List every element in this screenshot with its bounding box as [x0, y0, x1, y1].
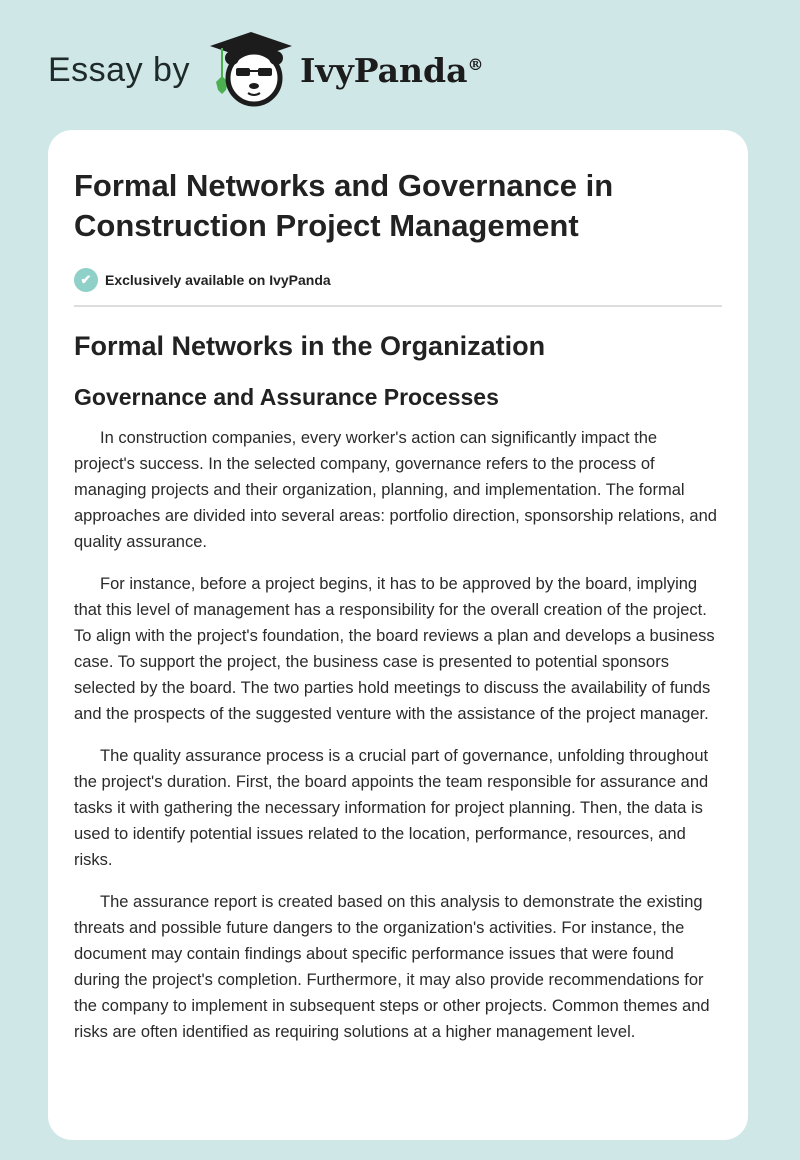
- brand-name: IvyPanda®: [299, 50, 484, 90]
- essay-title: Formal Networks and Governance in Construction Project Management: [74, 168, 614, 243]
- divider: [74, 305, 722, 307]
- section-heading: Formal Networks in the Organization: [74, 331, 546, 361]
- essay-card: [48, 130, 748, 1140]
- paragraph: The quality assurance process is a crucial part of governance, unfolding throughout the project's duration. First, the board appoints the team responsible for assurance and tasks it with gathering the necessary information for project planning. Then, the data is used to identify potential issues related to the location, performance, resources, and risks.: [74, 747, 709, 869]
- check-icon: ✔: [74, 268, 98, 292]
- paragraph: In construction companies, every worker's action can significantly impact the project's success. In the selected company, governance refers to the process of managing projects and their organization, planning, and implementation. The formal approaches are divided into several areas: portfolio direction, sponsorship relations, and quality assurance.: [74, 429, 717, 551]
- paragraph: For instance, before a project begins, it has to be approved by the board, implying that this level of management has a responsibility for the overall creation of the project. To align with the project's foundation, the board reviews a plan and develops a business case. To support the project, the business case is presented to potential sponsors selected by the board. The two parties hold meetings to discuss the availability of funds and the prospects of the suggested venture with the assistance of the project manager.: [74, 575, 715, 723]
- panda-logo-icon: [208, 30, 294, 110]
- subsection-heading: Governance and Assurance Processes: [74, 384, 499, 410]
- exclusive-badge: [74, 268, 722, 292]
- essay-by-label: Essay by: [48, 50, 190, 89]
- exclusive-label: Exclusively available on IvyPanda: [105, 272, 331, 288]
- site-logo[interactable]: [48, 30, 484, 110]
- paragraph: The assurance report is created based on this analysis to demonstrate the existing threats and possible future dangers to the organization's activities. For instance, the document may contain findings about specific performance issues that were found during the project's completion. Furthermore, it may also provide recommendations for the company to implement in subsequent steps or other projects. Common themes and risks are often identified as requiring solutions at a higher management level.: [74, 893, 710, 1041]
